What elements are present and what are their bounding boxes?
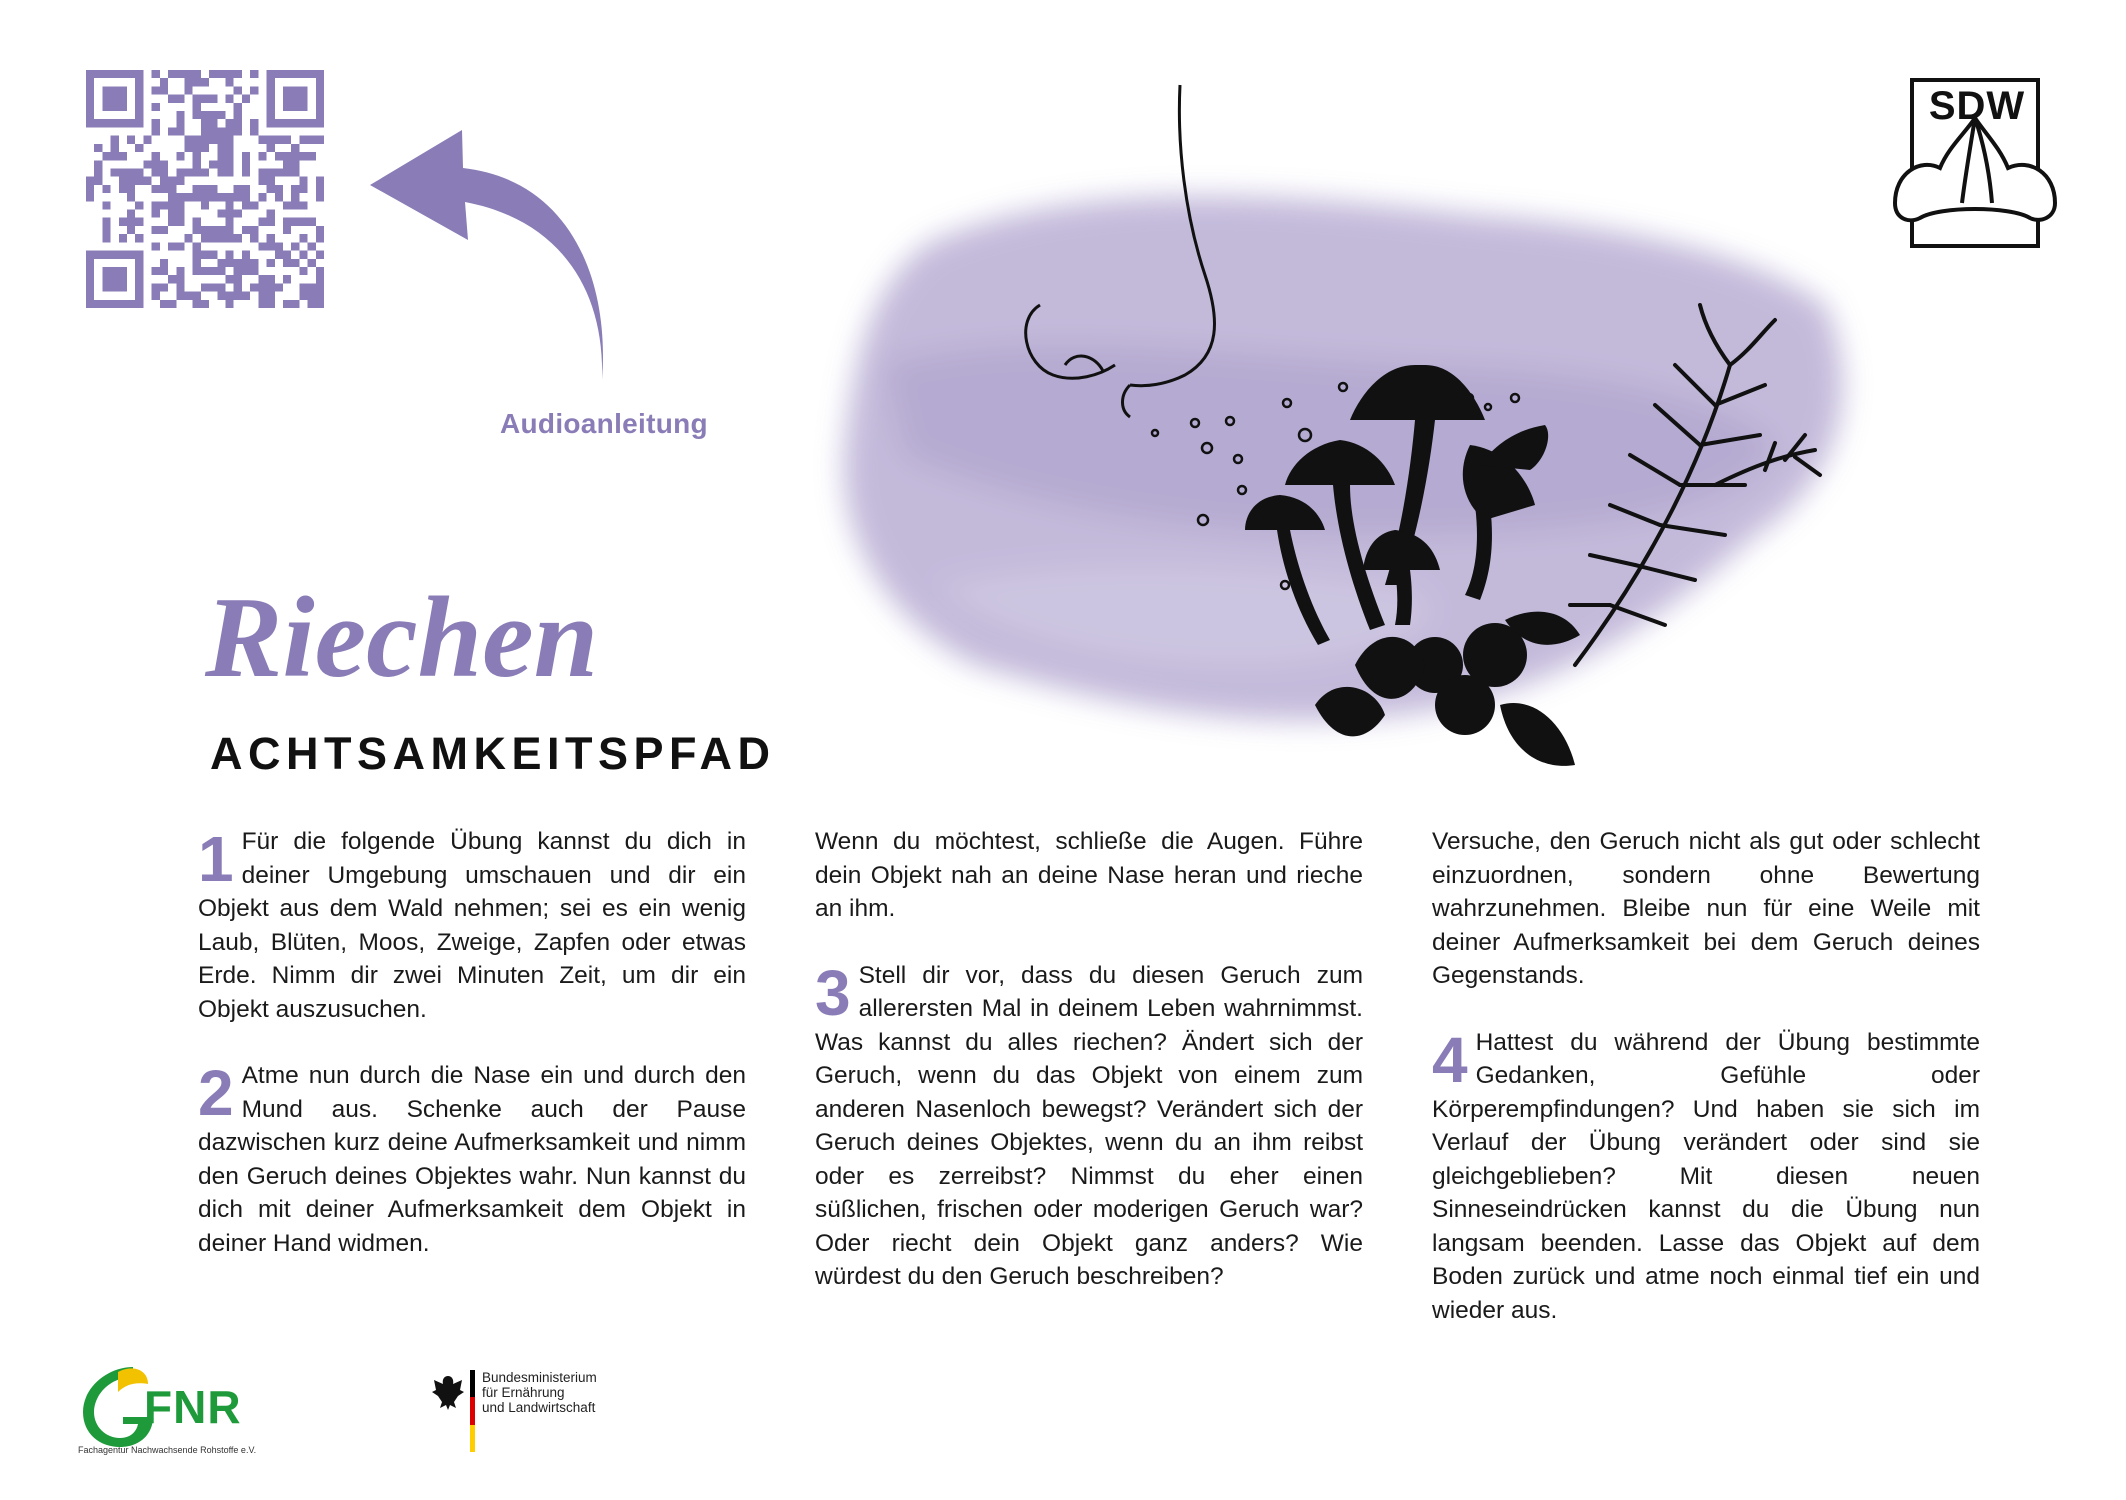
sdw-logo-text: SDW — [1928, 84, 2026, 128]
step-3 — [815, 956, 1363, 1294]
step-text: Hattest du während der Übung bestimmte Gedanken, Gefühle oder Körperempfindungen? Und haben sie sich im Verlauf der Übung verändert oder sind sie gleichgeblieben? Mit diesen neuen Sinneseindrücken kannst du die Übung nun langsam beenden. Lasse das Objekt auf dem Boden zurück und atme noch einmal tief ein und wieder aus. — [1432, 1028, 1980, 1324]
text-column-1 — [198, 825, 746, 1293]
page-subtitle: ACHTSAMKEITSPFAD — [210, 728, 776, 779]
qr-code[interactable] — [86, 70, 324, 308]
arrow-icon — [370, 130, 620, 390]
step-text: Für die folgende Übung kannst du dich in deiner Umgebung umschauen und dir ein Objekt aus dem Wald nehmen; sei es ein wenig Laub, Blüten, Moos, Zweige, Zapfen oder etwas Erde. Nimm dir zwei Minuten Zeit, um dir ein Objekt auszusuchen. — [198, 828, 746, 1023]
step-text: Versuche, den Geruch nicht als gut oder schlecht einzuordnen, sondern ohne Bewertung wahrzunehmen. Bleibe nun für eine Weile mit deiner Aufmerksamkeit bei dem Geruch deines Gegenstands. — [1432, 828, 1980, 989]
step-1 — [198, 825, 746, 1026]
text-column-2 — [815, 825, 1363, 1327]
bmel-line-1: Bundesministerium — [482, 1370, 597, 1385]
smell-illustration — [775, 65, 1905, 775]
step-number: 3 — [815, 956, 851, 1029]
bmel-line-3: und Landwirtschaft — [482, 1400, 596, 1415]
step-number: 2 — [198, 1057, 234, 1129]
step-number: 4 — [1432, 1023, 1468, 1096]
step-text: Stell dir vor, dass du diesen Geruch zum allerersten Mal in deinem Leben wahrnimmst. Was kannst du alles riechen? Ändert sich der Geruch, wenn du das Objekt von einem zum anderen Nasenloch bewegst? Verändert sich der Geruch deines Objektes, wenn du an ihm reibst oder es zerreibst? Nimmst du eher einen süßlichen, frischen oder moderigen Geruch war? Oder riecht dein Objekt ganz anders? Wie würdest du den Geruch beschreiben? — [815, 961, 1363, 1290]
step-text: Wenn du möchtest, schließe die Augen. Führe dein Objekt nah an deine Nase heran und rieche an ihm. — [815, 828, 1363, 922]
fnr-full-name: Fachagentur Nachwachsende Rohstoffe e.V. — [78, 1445, 257, 1455]
step-3-continued — [1432, 825, 1980, 993]
page-title: Riechen — [205, 574, 599, 702]
fnr-logo-text: FNR — [144, 1381, 242, 1433]
step-2 — [198, 1059, 746, 1260]
step-2-continued — [815, 825, 1363, 926]
bmel-line-2: für Ernährung — [482, 1385, 565, 1400]
audio-guide-label[interactable]: Audioanleitung — [500, 408, 708, 439]
step-text: Atme nun durch die Nase ein und durch den Mund aus. Schenke auch der Pause dazwischen kurz deine Aufmerksamkeit und nimm den Geruch deines Objektes wahr. Nun kannst du dich mit deiner Aufmerksamkeit dem Objekt in deiner Hand widmen. — [198, 1062, 746, 1257]
step-4 — [1432, 1023, 1980, 1328]
bmel-logo-text — [482, 1370, 597, 1415]
federal-eagle-icon — [430, 1372, 466, 1412]
german-flag-bar — [470, 1370, 475, 1452]
step-number: 1 — [198, 823, 234, 895]
text-column-3 — [1432, 825, 1980, 1360]
